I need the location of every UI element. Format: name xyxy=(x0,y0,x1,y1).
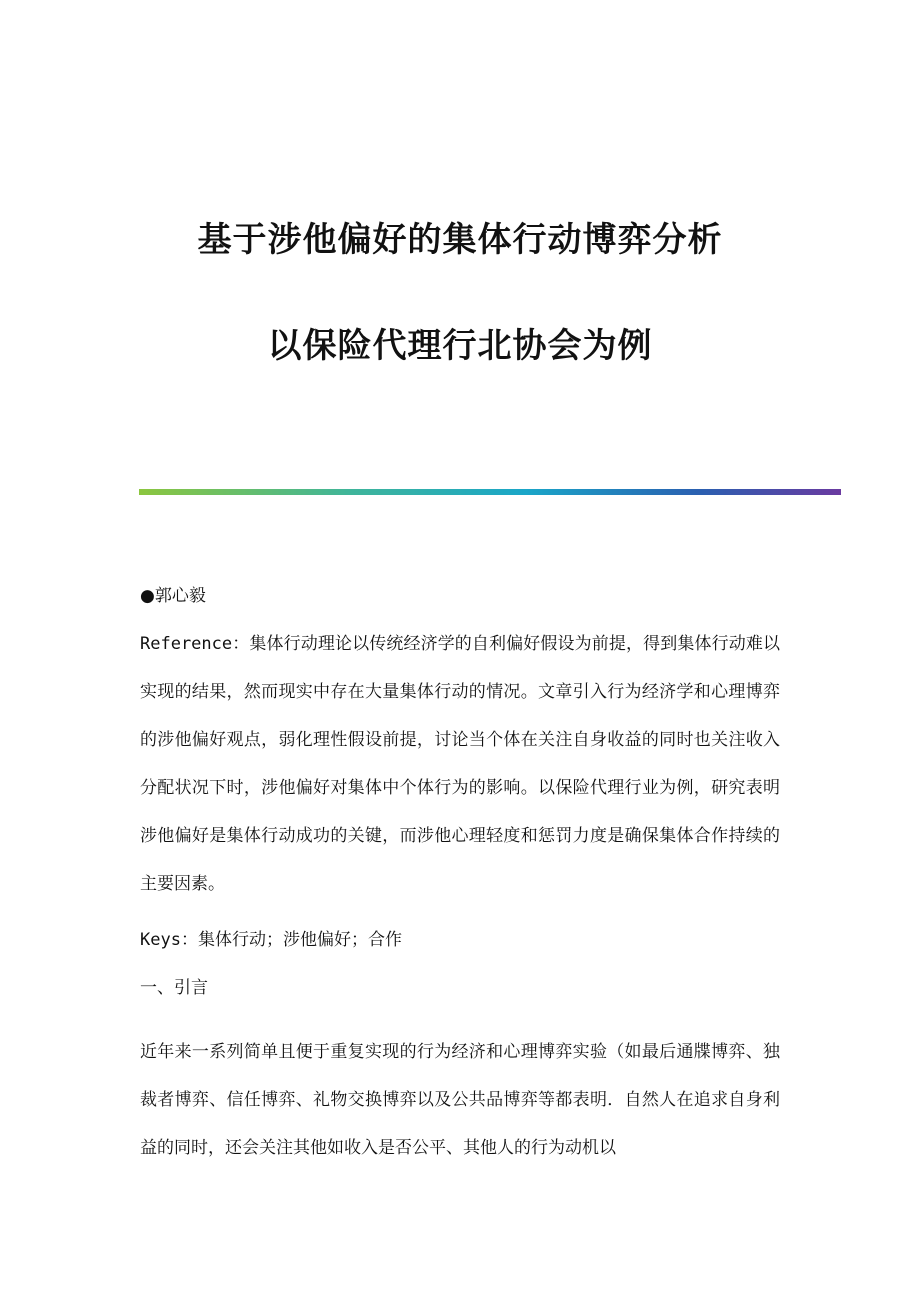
abstract-text: 集体行动理论以传统经济学的自利偏好假设为前提，得到集体行动难以实现的结果，然而现实中存在大量集体行动的情况。文章引入行为经济学和心理博弈的涉他偏好观点，弱化理性假设前提，讨论当个体在关注自身收益的同时也关注收入分配状况下时，涉他偏好对集体中个体行为的影响。以保险代理行业为例，研究表明涉他偏好是集体行动成功的关键，而涉他心理轻度和惩罚力度是确保集体合作持续的主要因素。 xyxy=(140,634,780,894)
keywords xyxy=(140,916,780,964)
author: ●郭心毅 xyxy=(140,586,206,606)
title-line-1: 基于涉他偏好的集体行动博弈分析 xyxy=(197,220,723,260)
gradient-divider xyxy=(139,489,841,495)
keywords-text: 集体行动；涉他偏好；合作 xyxy=(197,930,402,950)
intro-paragraph: 近年来一系列简单且便于重复实现的行为经济和心理博弈实验（如最后通牒博弈、独裁者博弈、信任博弈、礼物交换博弈以及公共品博弈等都表明．自然人在追求自身利益的同时，还会关注其他如收入是否公平、其他人的行为动机以 xyxy=(140,1042,780,1158)
title-line-2: 以保险代理行北协会为例 xyxy=(267,326,653,366)
abstract-label: Reference： xyxy=(140,634,250,654)
abstract xyxy=(140,620,780,908)
section-heading: 一、引言 xyxy=(140,978,208,998)
keywords-label: Keys： xyxy=(140,930,198,950)
